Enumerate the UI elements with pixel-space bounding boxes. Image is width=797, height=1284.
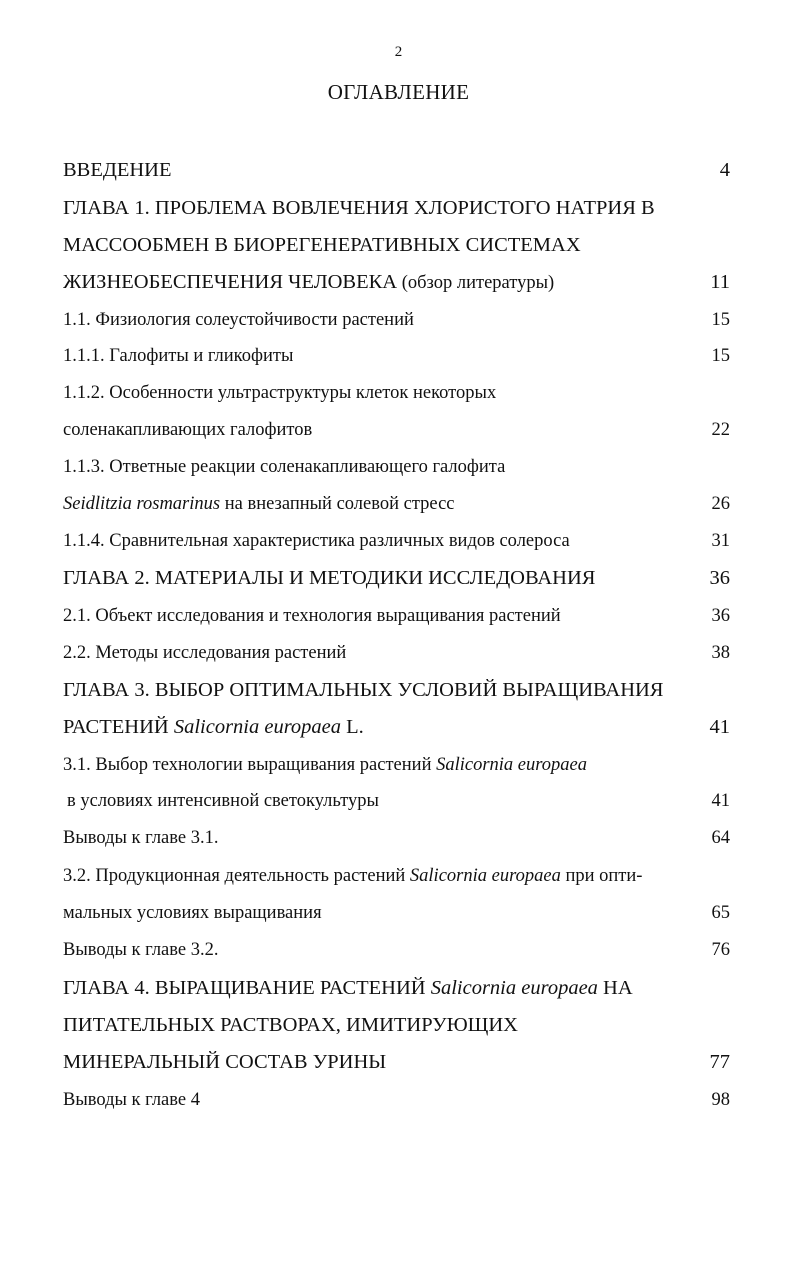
toc-entry-text-rest: на внезапный солевой стресс bbox=[220, 494, 455, 514]
species-name: Salicornia europaea bbox=[430, 977, 598, 999]
toc-entry-text-rest: L. bbox=[341, 716, 364, 738]
toc-entry-text: ГЛАВА 1. ПРОБЛЕМА ВОВЛЕЧЕНИЯ ХЛОРИСТОГО НАТРИЯ В bbox=[63, 197, 655, 219]
toc-entry-text-rest: при опти- bbox=[560, 866, 643, 886]
toc-entry-1-1-4 bbox=[63, 532, 730, 554]
toc-entry-page: 15 bbox=[711, 346, 730, 366]
toc-entry-chapter-4-line-2 bbox=[63, 1015, 730, 1039]
species-name: Salicornia europaea bbox=[436, 755, 587, 775]
toc-entry-page: 77 bbox=[709, 1051, 730, 1073]
page-number: 2 bbox=[394, 44, 403, 60]
toc-entry-text: мальных условиях выращивания bbox=[63, 903, 322, 923]
toc-entry-chapter-3-line-2 bbox=[63, 717, 730, 741]
toc-entry-page: 4 bbox=[719, 159, 730, 181]
toc-entry-page: 11 bbox=[710, 271, 730, 293]
toc-entry-text bbox=[63, 756, 587, 775]
toc-entry-chapter-1-line-3 bbox=[63, 272, 730, 296]
toc-entry-text: ГЛАВА 2. МАТЕРИАЛЫ И МЕТОДИКИ ИССЛЕДОВАНИЯ bbox=[63, 567, 596, 589]
toc-entry-3-1-line-2 bbox=[67, 792, 730, 814]
toc-entry-text: 1.1. Физиология солеустойчивости растений bbox=[63, 310, 414, 330]
toc-entry-text: 1.1.4. Сравнительная характеристика различных видов солероса bbox=[63, 531, 570, 551]
toc-entry-conclusions-3-1 bbox=[63, 829, 730, 851]
toc-entry-text: ПИТАТЕЛЬНЫХ РАСТВОРАХ, ИМИТИРУЮЩИХ bbox=[63, 1014, 518, 1036]
toc-entry-text-main: 3.2. Продукционная деятельность растений bbox=[63, 866, 410, 886]
toc-entry-text: МИНЕРАЛЬНЫЙ СОСТАВ УРИНЫ bbox=[63, 1051, 387, 1073]
toc-entry-text: МАССООБМЕН В БИОРЕГЕНЕРАТИВНЫХ СИСТЕМАХ bbox=[63, 234, 581, 256]
toc-entry-chapter-4-line-1 bbox=[63, 978, 730, 1002]
toc-entry-1-1-3-line-2 bbox=[63, 495, 730, 517]
toc-entry-chapter-1-line-1 bbox=[63, 198, 730, 222]
species-name: Salicornia europaea bbox=[409, 866, 561, 886]
toc-entry-page: 98 bbox=[711, 1090, 730, 1110]
toc-entry-text bbox=[63, 717, 364, 738]
toc-entry-page: 36 bbox=[711, 606, 730, 626]
toc-entry-text bbox=[63, 867, 642, 886]
toc-entry-text bbox=[63, 495, 455, 514]
toc-entry-page: 65 bbox=[711, 903, 730, 923]
toc-entry-chapter-1-line-2 bbox=[63, 235, 730, 259]
toc-entry-page: 41 bbox=[711, 791, 730, 811]
toc-entry-page: 64 bbox=[711, 828, 730, 848]
toc-entry-2-2 bbox=[63, 644, 730, 666]
toc-entry-chapter-3-line-1 bbox=[63, 680, 730, 704]
toc-entry-page: 26 bbox=[711, 494, 730, 514]
toc-entry-text: Выводы к главе 3.2. bbox=[63, 940, 219, 960]
toc-entry-text-main: ЖИЗНЕОБЕСПЕЧЕНИЯ ЧЕЛОВЕКА bbox=[63, 271, 398, 293]
toc-entry-conclusions-4 bbox=[63, 1091, 730, 1113]
toc-entry-page: 41 bbox=[709, 716, 730, 738]
toc-entry-text: в условиях интенсивной светокультуры bbox=[67, 791, 379, 811]
toc-entry-text: 1.1.1. Галофиты и гликофиты bbox=[63, 346, 294, 366]
toc-entry-text-note: (обзор литературы) bbox=[397, 273, 555, 293]
toc-entry-1-1 bbox=[63, 311, 730, 333]
toc-entry-text: 1.1.3. Ответные реакции соленакапливающего галофита bbox=[63, 457, 506, 477]
toc-entry-page: 31 bbox=[711, 531, 730, 551]
toc-entry-3-2-line-1 bbox=[63, 867, 730, 889]
species-name: Salicornia europaea bbox=[173, 716, 342, 738]
toc-entry-page: 15 bbox=[711, 310, 730, 330]
toc-entry-page: 22 bbox=[711, 420, 730, 440]
toc-entry-text: соленакапливающих галофитов bbox=[63, 420, 313, 440]
toc-entry-1-1-3-line-1 bbox=[63, 458, 730, 480]
toc-entry-text bbox=[63, 272, 554, 293]
toc-entry-page: 38 bbox=[711, 643, 730, 663]
toc-entry-1-1-2-line-1 bbox=[63, 384, 730, 406]
toc-entry-chapter-2 bbox=[63, 568, 730, 592]
toc-entry-text-main: РАСТЕНИЙ bbox=[63, 716, 174, 738]
species-name: Seidlitzia rosmarinus bbox=[63, 494, 221, 514]
toc-entry-page: 76 bbox=[711, 940, 730, 960]
toc-entry-introduction bbox=[63, 160, 730, 184]
toc-entry-text-main: ГЛАВА 4. ВЫРАЩИВАНИЕ РАСТЕНИЙ bbox=[63, 977, 431, 999]
toc-entry-text: Выводы к главе 4 bbox=[63, 1090, 200, 1110]
toc-entry-text: ВВЕДЕНИЕ bbox=[63, 159, 172, 181]
toc-entry-text: Выводы к главе 3.1. bbox=[63, 828, 219, 848]
toc-entry-text: 1.1.2. Особенности ультраструктуры клеток некоторых bbox=[63, 383, 497, 403]
toc-entry-chapter-4-line-3 bbox=[63, 1052, 730, 1076]
page-title: ОГЛАВЛЕНИЕ bbox=[327, 80, 470, 104]
toc-entry-text-rest: НА bbox=[597, 977, 633, 999]
toc-entry-text bbox=[63, 978, 633, 999]
toc-entry-text: 2.1. Объект исследования и технология выращивания растений bbox=[63, 606, 561, 626]
toc-entry-conclusions-3-2 bbox=[63, 941, 730, 963]
toc-entry-text: 2.2. Методы исследования растений bbox=[63, 643, 347, 663]
toc-entry-text-main: 3.1. Выбор технологии выращивания растений bbox=[63, 755, 437, 775]
toc-entry-page: 36 bbox=[709, 567, 730, 589]
toc-entry-text: ГЛАВА 3. ВЫБОР ОПТИМАЛЬНЫХ УСЛОВИЙ ВЫРАЩИВАНИЯ bbox=[63, 679, 664, 701]
toc-entry-1-1-2-line-2 bbox=[63, 421, 730, 443]
toc-entry-1-1-1 bbox=[63, 347, 730, 369]
toc-entry-3-2-line-2 bbox=[63, 904, 730, 926]
toc-entry-3-1-line-1 bbox=[63, 756, 730, 778]
toc-entry-2-1 bbox=[63, 607, 730, 629]
